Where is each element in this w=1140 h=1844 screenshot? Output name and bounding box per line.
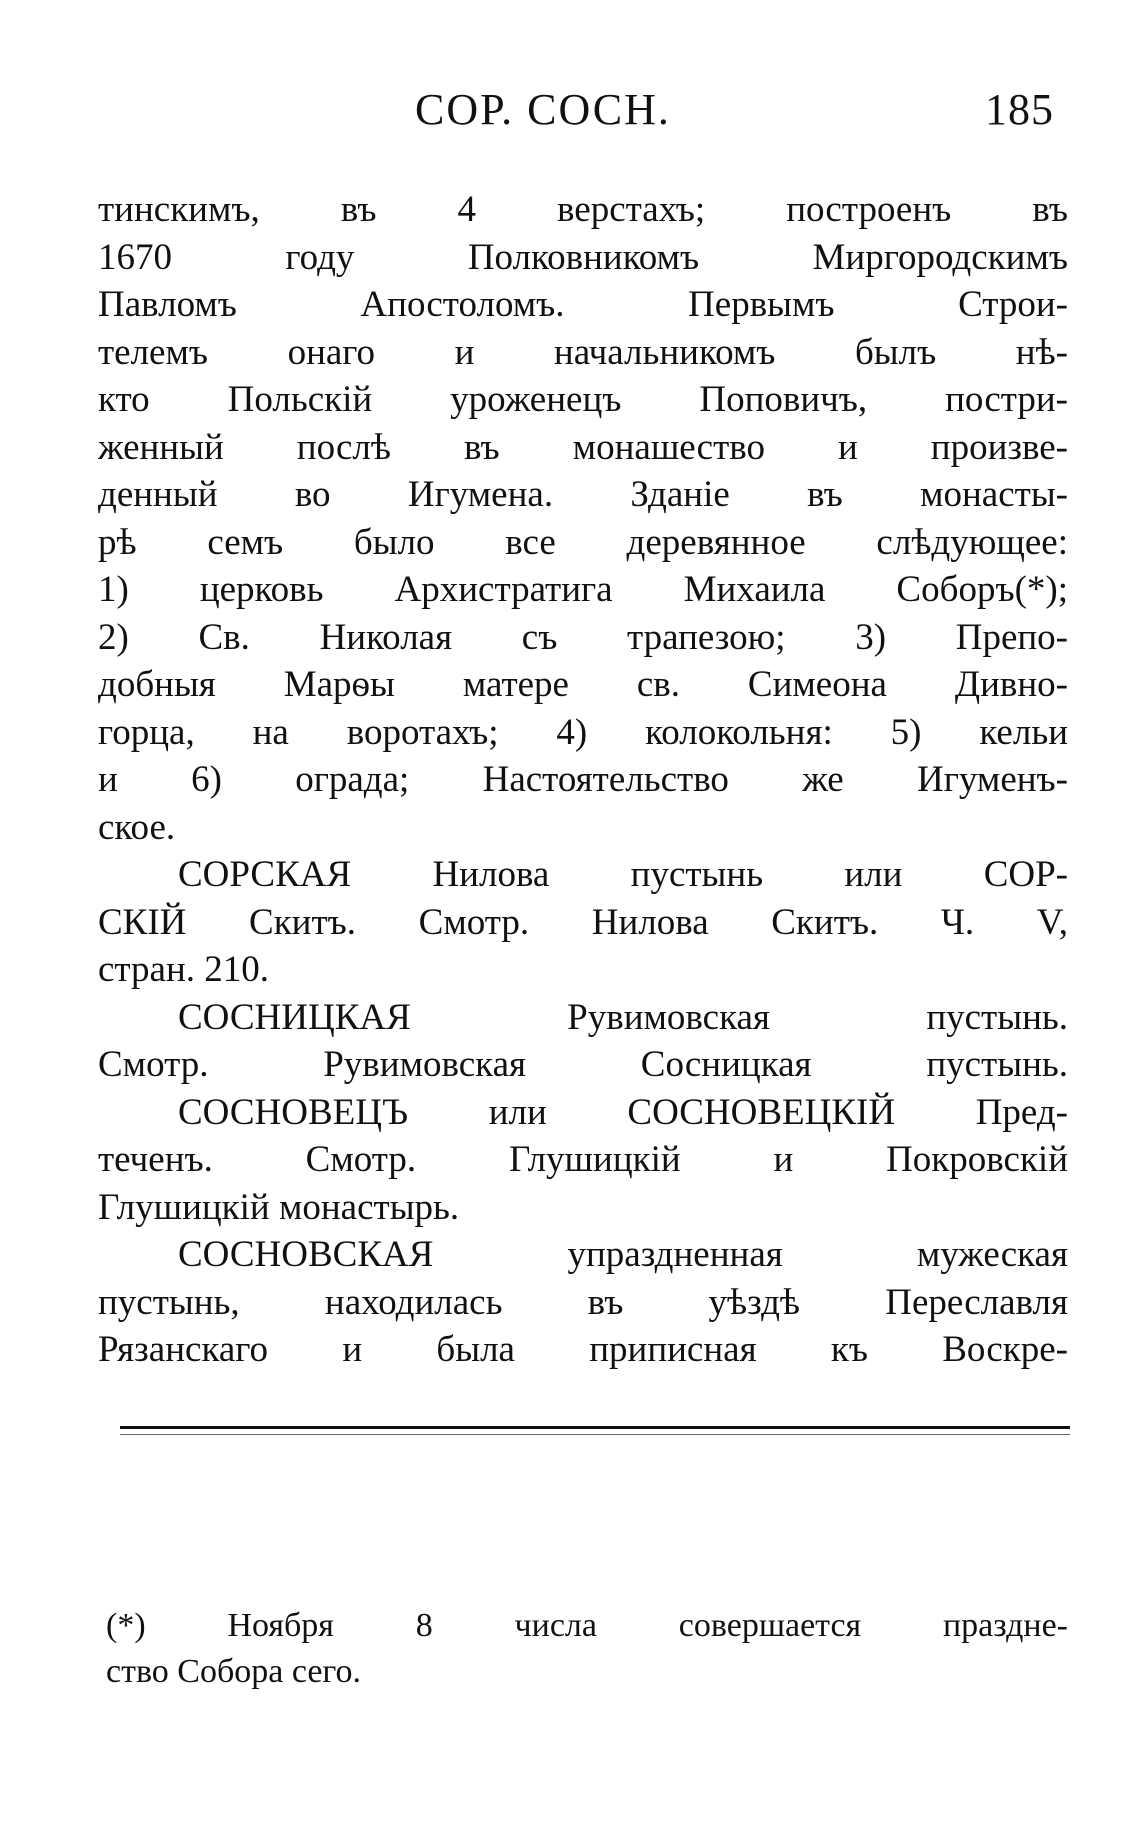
text-line: и 6) ограда; Настоятельство же Игуменъ- — [98, 759, 1068, 800]
page-number: 185 — [985, 85, 1054, 134]
text-line: теченъ. Смотр. Глушицкій и Покровскій — [98, 1139, 1068, 1180]
text-line: 2) Св. Николая съ трапезою; 3) Препо- — [98, 616, 1068, 658]
footnote — [98, 1603, 1068, 1695]
running-head — [0, 84, 1140, 140]
text-line: тинскимъ, въ 4 верстахъ; построенъ въ — [98, 189, 1068, 230]
text-line: 1) церковь Архистратига Михаила Соборъ(*); — [98, 569, 1068, 610]
text-line: денный во Игумена. Зданіе въ монасты- — [98, 474, 1068, 515]
footnote-rule-thin — [120, 1434, 1070, 1435]
text-line: стран. 210. — [98, 949, 270, 990]
text-line: Рязанскаго и была приписная къ Воскре- — [98, 1329, 1068, 1370]
footnote-rule — [120, 1426, 1070, 1429]
text-line: ское. — [98, 806, 176, 848]
entry-heading-line: СОСНОВСКАЯ упраздненная мужеская — [178, 1234, 1068, 1275]
text-line: Смотр. Рувимовская Сосницкая пустынь. — [98, 1044, 1068, 1085]
running-title: СОР. СОСН. — [415, 85, 671, 134]
entry-heading-line: СОСНОВЕЦЪ или СОСНОВЕЦКІЙ Пред- — [178, 1091, 1068, 1133]
text-line: добныя Марѳы матере св. Симеона Дивно- — [98, 664, 1068, 705]
text-line: горца, на воротахъ; 4) колокольня: 5) кельи — [98, 711, 1068, 753]
text-line: телемъ онаго и начальникомъ былъ нѣ- — [98, 331, 1068, 373]
text-line: Глушицкій монастырь. — [98, 1186, 460, 1228]
text-line: пустынь, находилась въ уѣздѣ Переславля — [98, 1281, 1068, 1323]
text-line: Павломъ Апостоломъ. Первымъ Строи- — [98, 284, 1068, 325]
footnote-line: ство Собора сего. — [106, 1653, 362, 1690]
footnote-line: (*) Ноября 8 числа совершается праздне- — [106, 1607, 1068, 1644]
text-line: женный послѣ въ монашество и произве- — [98, 426, 1068, 468]
entry-heading-line: СОСНИЦКАЯ Рувимовская пустынь. — [178, 996, 1068, 1038]
text-line: 1670 году Полковникомъ Миргородскимъ — [98, 236, 1068, 278]
text-line: рѣ семъ было все деревянное слѣдующее: — [98, 521, 1068, 563]
entry-heading-line: СОРСКАЯ Нилова пустынь или СОР- — [178, 854, 1068, 895]
body-text — [98, 186, 1068, 1374]
text-line: кто Польскій уроженецъ Поповичъ, постри- — [98, 379, 1068, 420]
text-line: СКІЙ Скитъ. Смотр. Нилова Скитъ. Ч. V, — [98, 901, 1068, 943]
